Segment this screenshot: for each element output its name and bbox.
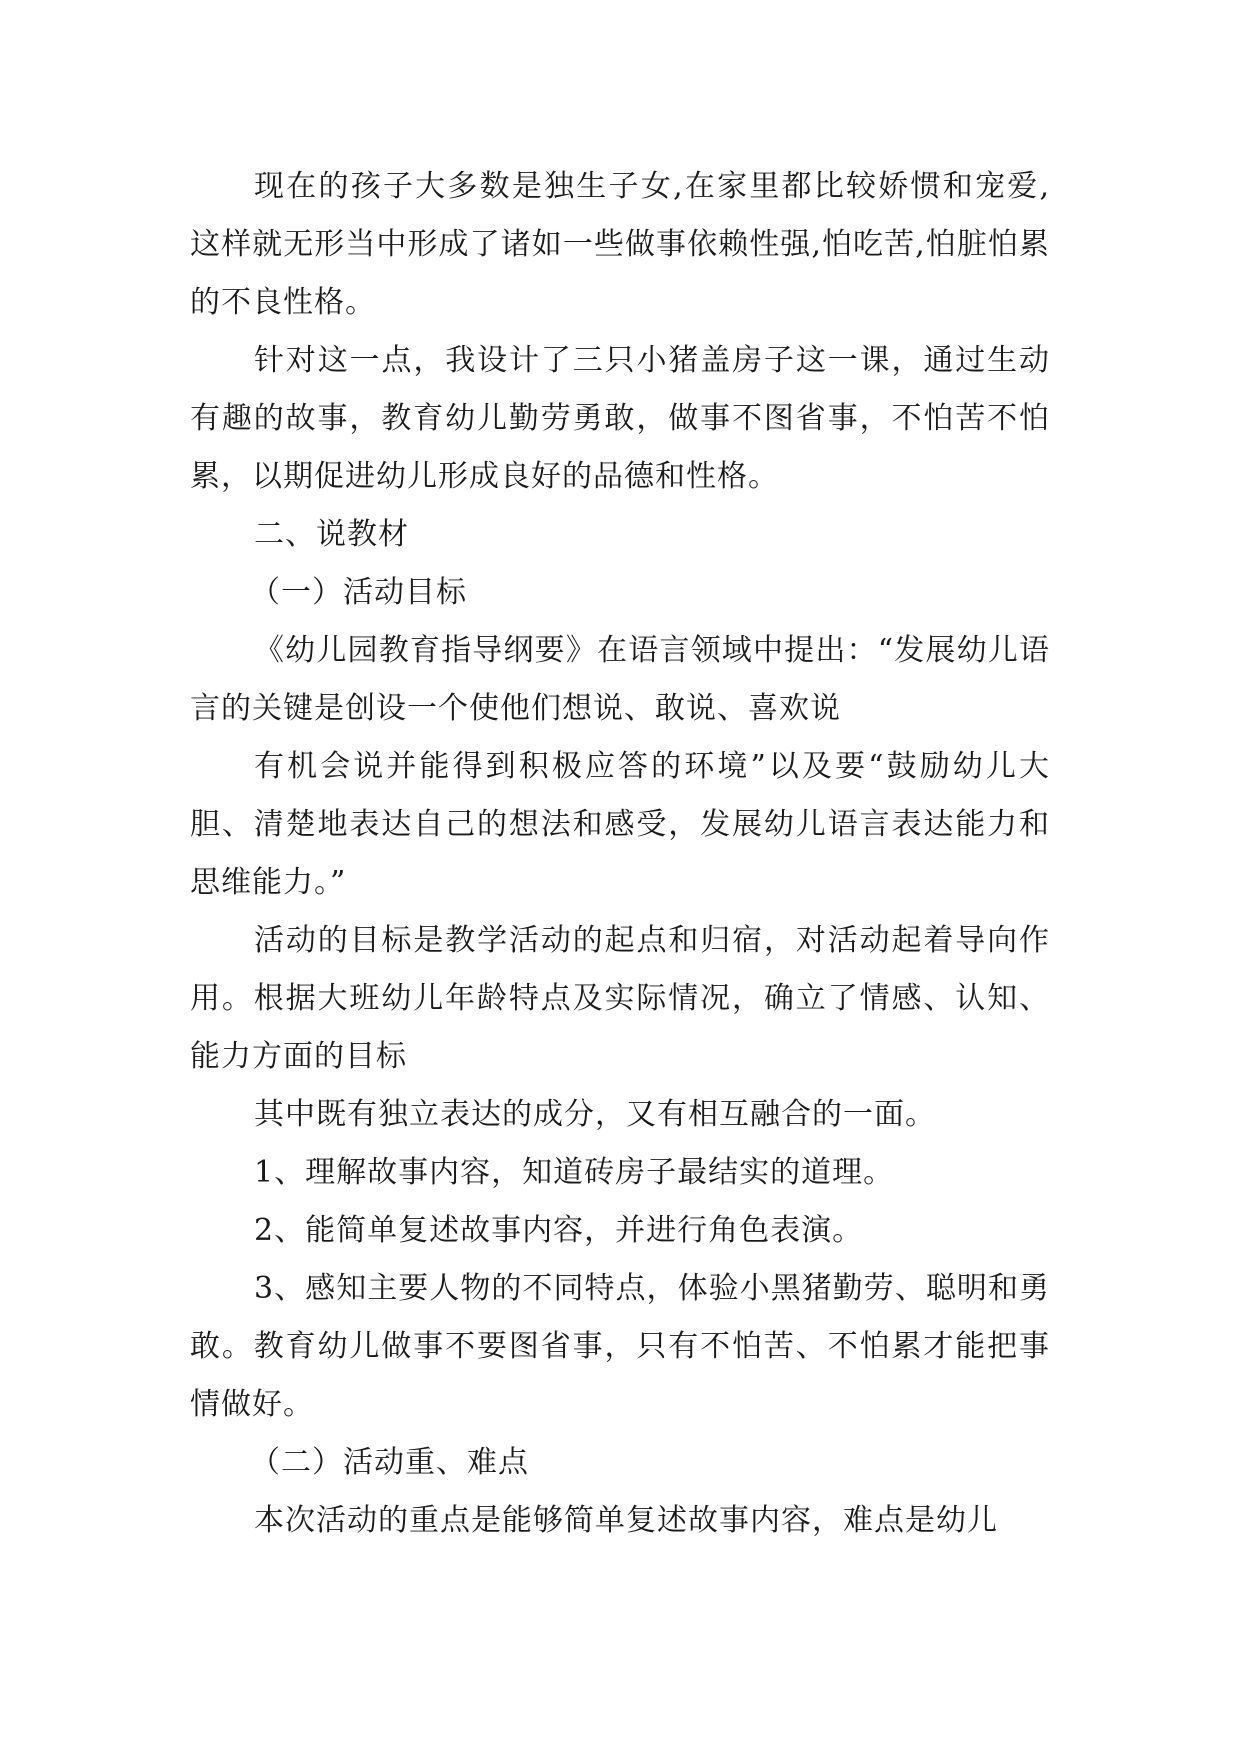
goal-item-1: 1、理解故事内容，知道砖房子最结实的道理。: [254, 1155, 895, 1190]
paragraph-goal-purpose: 活动的目标是教学活动的起点和归宿，对活动起着导向作用。根据大班幼儿年龄特点及实际情况，确立了情感、认知、能力方面的目标: [190, 923, 1050, 1074]
paragraph-guideline-continued: 有机会说并能得到积极应答的环境”以及要“鼓励幼儿大胆、清楚地表达自己的想法和感受，发展幼儿语言表达能力和思维能力。”: [190, 749, 1050, 900]
subsection-heading-goals: （一）活动目标: [250, 575, 467, 610]
paragraph-key-points: 本次活动的重点是能够简单复述故事内容，难点是幼儿: [254, 1503, 998, 1538]
document-body: [190, 158, 1050, 1550]
goal-item-2: 2、能简单复述故事内容，并进行角色表演。: [254, 1213, 864, 1248]
paragraph-guideline: 《幼儿园教育指导纲要》在语言领域中提出：“发展幼儿语言的关键是创设一个使他们想说、敢说、喜欢说: [190, 633, 1050, 726]
subsection-heading-key-points: （二）活动重、难点: [250, 1445, 529, 1480]
paragraph-intro: 现在的孩子大多数是独生子女,在家里都比较娇惯和宠爱,这样就无形当中形成了诸如一些做事依赖性强,怕吃苦,怕脏怕累的不良性格。: [190, 169, 1050, 320]
paragraph-design: 针对这一点，我设计了三只小猪盖房子这一课，通过生动有趣的故事，教育幼儿勤劳勇敢，做事不图省事，不怕苦不怕累，以期促进幼儿形成良好的品德和性格。: [190, 343, 1050, 494]
goal-item-3: 3、感知主要人物的不同特点，体验小黑猪勤劳、聪明和勇敢。教育幼儿做事不要图省事，只有不怕苦、不怕累才能把事情做好。: [190, 1271, 1050, 1422]
section-heading-textbook: 二、说教材: [254, 517, 409, 552]
paragraph-goal-fusion: 其中既有独立表达的成分，又有相互融合的一面。: [254, 1097, 936, 1132]
